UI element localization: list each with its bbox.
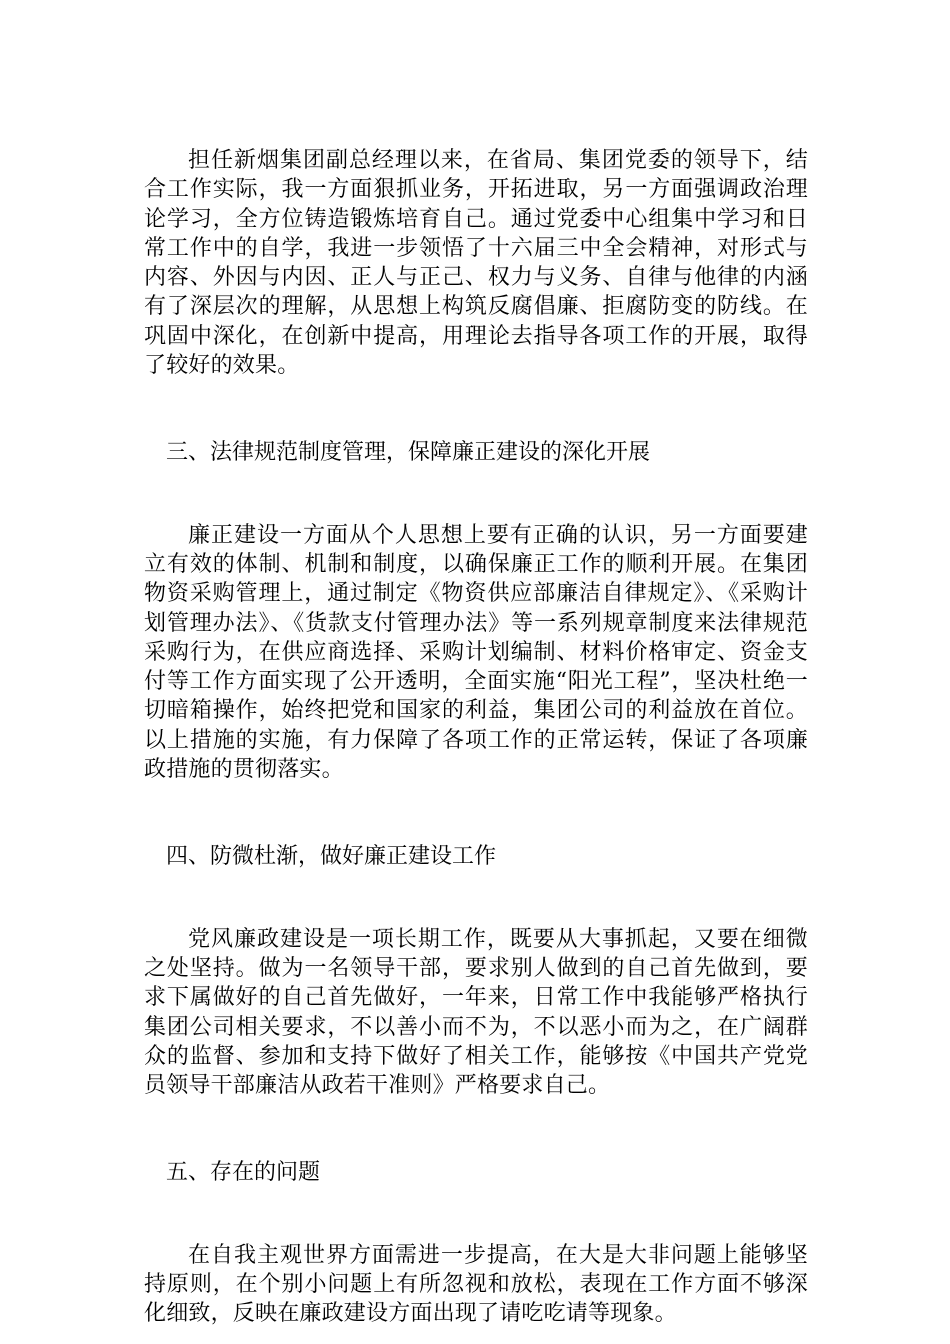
document-page	[144, 146, 808, 1329]
heading-section-3: 三、法律规范制度管理，保障廉正建设的深化开展	[166, 440, 651, 466]
heading-section-5: 五、存在的问题	[166, 1160, 321, 1186]
paragraph-prevention: 党风廉政建设是一项长期工作，既要从大事抓起，又要在细微之处坚持。做为一名领导干部，要求别人做到的自己首先做到，要求下属做好的自己首先做好，一年来，日常工作中我能够严格执行集团公司相关要求，不以善小而不为，不以恶小而为之，在广阔群众的监督、参加和支持下做好了相关工作，能够按《中国共产党党员领导干部廉洁从政若干准则》严格要求自己。	[144, 926, 808, 1099]
paragraph-problems: 在自我主观世界方面需进一步提高，在大是大非问题上能够坚持原则，在个别小问题上有所忽视和放松，表现在工作方面不够深化细致，反映在廉政建设方面出现了请吃吃请等现象。	[144, 1242, 808, 1327]
paragraph-study: 担任新烟集团副总经理以来，在省局、集团党委的领导下，结合工作实际，我一方面狠抓业务，开拓进取，另一方面强调政治理论学习，全方位铸造锻炼培育自己。通过党委中心组集中学习和日常工作中的自学，我进一步领悟了十六届三中全会精神，对形式与内容、外因与内因、正人与正己、权力与义务、自律与他律的内涵有了深层次的理解，从思想上构筑反腐倡廉、拒腐防变的防线。在巩固中深化，在创新中提高，用理论去指导各项工作的开展，取得了较好的效果。	[144, 148, 808, 379]
paragraph-institutions: 廉正建设一方面从个人思想上要有正确的认识，另一方面要建立有效的体制、机制和制度，以确保廉正工作的顺利开展。在集团物资采购管理上，通过制定《物资供应部廉洁自律规定》、《采购计划管理办法》、《货款支付管理办法》等一系列规章制度来法律规范采购行为，在供应商选择、采购计划编制、材料价格审定、资金支付等工作方面实现了公开透明，全面实施“阳光工程”，坚决杜绝一切暗箱操作，始终把党和国家的利益，集团公司的利益放在首位。以上措施的实施，有力保障了各项工作的正常运转，保证了各项廉政措施的贯彻落实。	[144, 522, 808, 783]
heading-section-4: 四、防微杜渐，做好廉正建设工作	[166, 844, 497, 870]
